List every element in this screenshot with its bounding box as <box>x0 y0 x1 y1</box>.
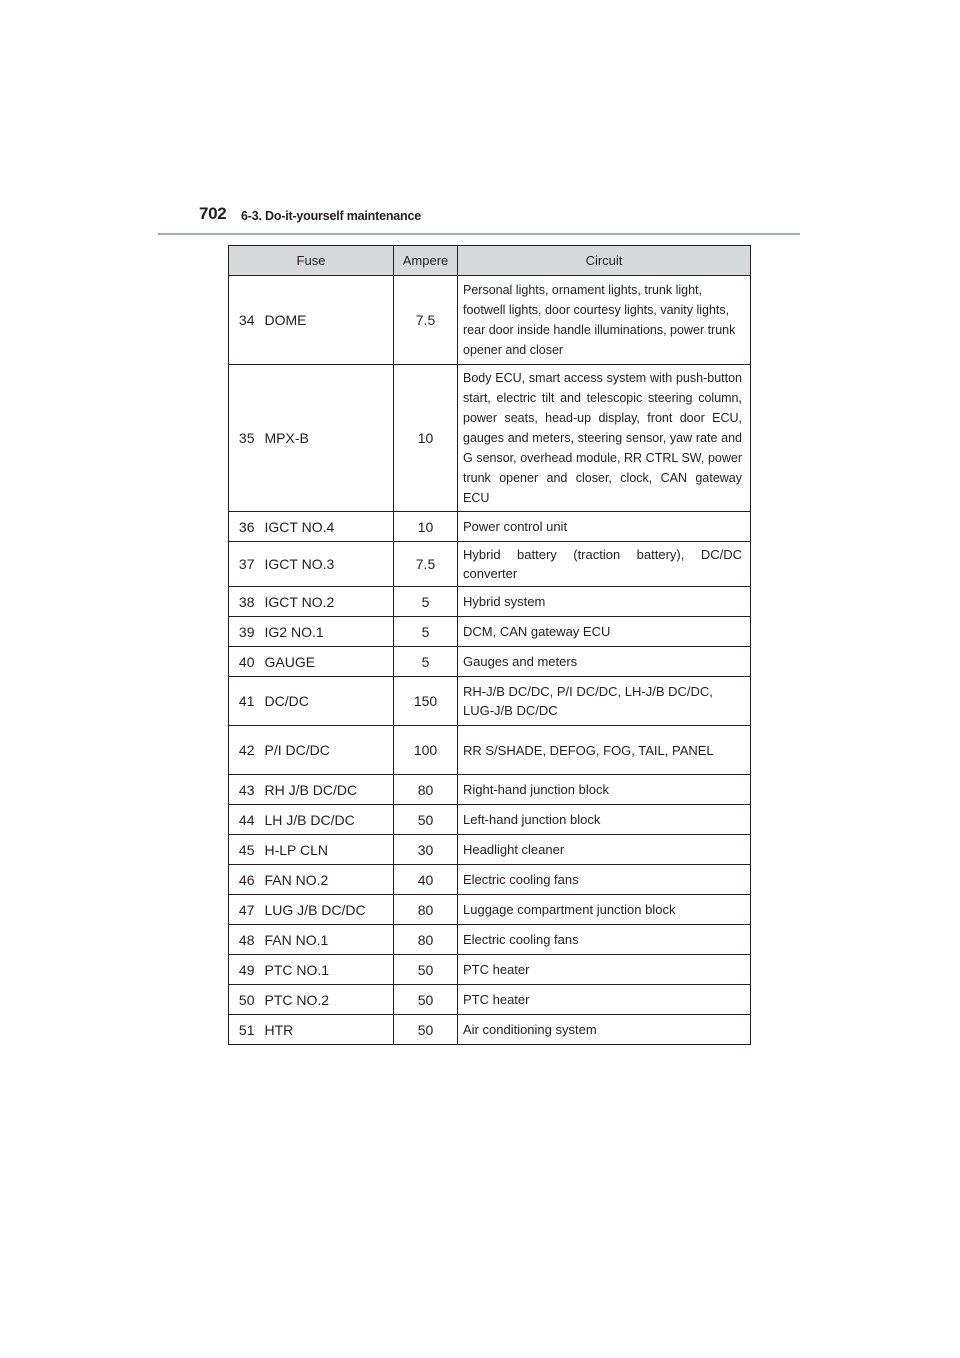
fuse-circuit: Air conditioning system <box>458 1015 751 1045</box>
fuse-number: 34 <box>229 276 261 365</box>
fuse-circuit: PTC heater <box>458 985 751 1015</box>
fuse-table <box>228 245 751 1045</box>
fuse-name: IGCT NO.2 <box>261 587 394 617</box>
fuse-name: PTC NO.2 <box>261 985 394 1015</box>
section-title: 6-3. Do-it-yourself maintenance <box>241 209 421 223</box>
table-row <box>229 985 751 1015</box>
fuse-ampere: 50 <box>394 1015 458 1045</box>
fuse-number: 35 <box>229 365 261 512</box>
table-row <box>229 512 751 542</box>
column-header-circuit: Circuit <box>458 246 751 276</box>
fuse-circuit: Electric cooling fans <box>458 925 751 955</box>
fuse-circuit: Gauges and meters <box>458 647 751 677</box>
fuse-ampere: 5 <box>394 647 458 677</box>
fuse-name: GAUGE <box>261 647 394 677</box>
fuse-circuit: Body ECU, smart access system with push-button start, electric tilt and telescopic steering column, power seats, head-up display, front door ECU, gauges and meters, steering sensor, yaw rate and G sensor, overhead module, RR CTRL SW, power trunk opener and closer, clock, CAN gateway ECU <box>458 365 751 512</box>
fuse-ampere: 80 <box>394 925 458 955</box>
fuse-ampere: 80 <box>394 895 458 925</box>
fuse-name: DC/DC <box>261 677 394 726</box>
fuse-number: 47 <box>229 895 261 925</box>
fuse-name: IGCT NO.3 <box>261 542 394 587</box>
fuse-ampere: 10 <box>394 365 458 512</box>
fuse-ampere: 5 <box>394 617 458 647</box>
fuse-name: P/I DC/DC <box>261 726 394 775</box>
fuse-number: 50 <box>229 985 261 1015</box>
fuse-circuit: Luggage compartment junction block <box>458 895 751 925</box>
table-row <box>229 726 751 775</box>
fuse-ampere: 50 <box>394 805 458 835</box>
fuse-name: IGCT NO.4 <box>261 512 394 542</box>
fuse-ampere: 100 <box>394 726 458 775</box>
fuse-number: 37 <box>229 542 261 587</box>
fuse-name: H-LP CLN <box>261 835 394 865</box>
fuse-name: LUG J/B DC/DC <box>261 895 394 925</box>
fuse-ampere: 40 <box>394 865 458 895</box>
fuse-circuit: Headlight cleaner <box>458 835 751 865</box>
table-row <box>229 805 751 835</box>
table-row <box>229 542 751 587</box>
fuse-name: FAN NO.1 <box>261 925 394 955</box>
table-row <box>229 775 751 805</box>
fuse-name: MPX-B <box>261 365 394 512</box>
fuse-ampere: 80 <box>394 775 458 805</box>
fuse-ampere: 150 <box>394 677 458 726</box>
header-divider <box>158 233 800 235</box>
fuse-name: HTR <box>261 1015 394 1045</box>
fuse-circuit: Right-hand junction block <box>458 775 751 805</box>
table-row <box>229 617 751 647</box>
fuse-circuit: Hybrid battery (traction battery), DC/DC converter <box>458 542 751 587</box>
table-row <box>229 587 751 617</box>
table-row <box>229 895 751 925</box>
table-row <box>229 365 751 512</box>
fuse-number: 36 <box>229 512 261 542</box>
fuse-number: 46 <box>229 865 261 895</box>
fuse-name: IG2 NO.1 <box>261 617 394 647</box>
fuse-number: 49 <box>229 955 261 985</box>
fuse-name: FAN NO.2 <box>261 865 394 895</box>
fuse-number: 40 <box>229 647 261 677</box>
table-row <box>229 677 751 726</box>
fuse-name: RH J/B DC/DC <box>261 775 394 805</box>
fuse-circuit: Electric cooling fans <box>458 865 751 895</box>
column-header-fuse: Fuse <box>229 246 394 276</box>
fuse-ampere: 7.5 <box>394 542 458 587</box>
table-row <box>229 1015 751 1045</box>
table-row <box>229 925 751 955</box>
fuse-name: DOME <box>261 276 394 365</box>
table-row <box>229 955 751 985</box>
fuse-ampere: 30 <box>394 835 458 865</box>
fuse-circuit: Power control unit <box>458 512 751 542</box>
fuse-circuit: RH-J/B DC/DC, P/I DC/DC, LH-J/B DC/DC, LUG-J/B DC/DC <box>458 677 751 726</box>
fuse-number: 42 <box>229 726 261 775</box>
fuse-circuit: Hybrid system <box>458 587 751 617</box>
fuse-ampere: 10 <box>394 512 458 542</box>
fuse-ampere: 7.5 <box>394 276 458 365</box>
table-row <box>229 835 751 865</box>
table-row <box>229 276 751 365</box>
fuse-number: 39 <box>229 617 261 647</box>
fuse-name: LH J/B DC/DC <box>261 805 394 835</box>
fuse-number: 41 <box>229 677 261 726</box>
fuse-circuit: RR S/SHADE, DEFOG, FOG, TAIL, PANEL <box>458 726 751 775</box>
fuse-ampere: 50 <box>394 955 458 985</box>
fuse-number: 45 <box>229 835 261 865</box>
fuse-number: 38 <box>229 587 261 617</box>
table-row <box>229 647 751 677</box>
table-header-row <box>229 246 751 276</box>
page-number: 702 <box>199 204 227 223</box>
fuse-ampere: 50 <box>394 985 458 1015</box>
fuse-circuit: Left-hand junction block <box>458 805 751 835</box>
fuse-number: 43 <box>229 775 261 805</box>
table-row <box>229 865 751 895</box>
fuse-name: PTC NO.1 <box>261 955 394 985</box>
fuse-number: 44 <box>229 805 261 835</box>
fuse-ampere: 5 <box>394 587 458 617</box>
fuse-circuit: PTC heater <box>458 955 751 985</box>
fuse-circuit: DCM, CAN gateway ECU <box>458 617 751 647</box>
fuse-number: 51 <box>229 1015 261 1045</box>
page-header <box>158 204 800 234</box>
fuse-number: 48 <box>229 925 261 955</box>
column-header-ampere: Ampere <box>394 246 458 276</box>
fuse-circuit: Personal lights, ornament lights, trunk light, footwell lights, door courtesy lights, vanity lights, rear door inside handle illuminations, power trunk opener and closer <box>458 276 751 365</box>
